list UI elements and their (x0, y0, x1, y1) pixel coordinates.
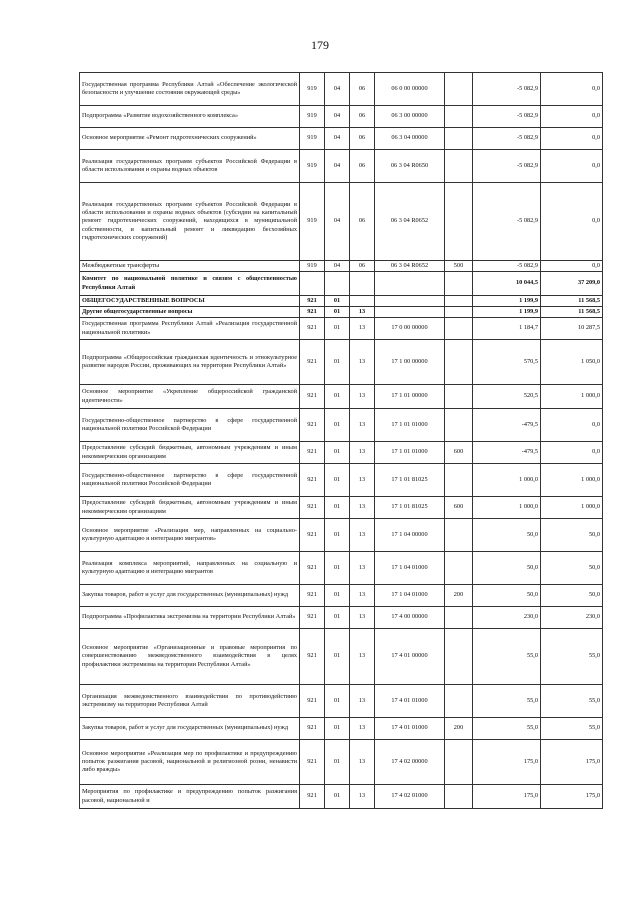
row-expense-type (445, 629, 473, 685)
row-subsection (350, 296, 375, 307)
row-grbs: 919 (300, 106, 325, 128)
row-sum-2: 0,0 (541, 128, 603, 150)
row-sum-1: 175,0 (473, 785, 541, 809)
row-section: 04 (325, 150, 350, 183)
row-sum-1: 1 000,0 (473, 497, 541, 519)
row-section: 04 (325, 128, 350, 150)
row-expense-type (445, 307, 473, 318)
row-subsection: 13 (350, 442, 375, 464)
table-row (80, 585, 603, 607)
row-sum-2: 0,0 (541, 106, 603, 128)
row-expense-type (445, 552, 473, 585)
table-row (80, 296, 603, 307)
row-target-article: 06 3 04 00000 (375, 128, 445, 150)
row-name: Основное мероприятие «Укрепление общероссийской гражданской идентичности» (80, 385, 300, 409)
row-name: Подпрограмма «Профилактика экстремизма на территории Республики Алтай» (80, 607, 300, 629)
row-section: 01 (325, 307, 350, 318)
row-sum-1: -5 082,9 (473, 73, 541, 106)
row-expense-type: 500 (445, 261, 473, 272)
row-name: Государственная программа Республики Алтай «Реализация государственной национальной политики» (80, 318, 300, 340)
row-section: 01 (325, 629, 350, 685)
row-sum-1: 10 044,5 (473, 272, 541, 296)
row-grbs: 921 (300, 296, 325, 307)
row-name: Основное мероприятие «Организационные и правовые мероприятия по совершенствованию межведомственного взаимодействия в целях профилактики экстремизма на территории Республики Алтай» (80, 629, 300, 685)
row-section: 01 (325, 685, 350, 718)
table-row (80, 497, 603, 519)
table-row (80, 261, 603, 272)
row-target-article (375, 296, 445, 307)
row-name: Основное мероприятие «Реализация мер по профилактике и предупреждению попыток разжигания расовой, национальной и религиозной розни, ненависти либо вражды» (80, 740, 300, 785)
row-expense-type: 600 (445, 442, 473, 464)
row-target-article (375, 272, 445, 296)
row-subsection: 13 (350, 629, 375, 685)
row-sum-2: 0,0 (541, 150, 603, 183)
table-row (80, 318, 603, 340)
row-sum-2: 1 000,0 (541, 497, 603, 519)
row-section: 01 (325, 464, 350, 497)
row-subsection: 13 (350, 519, 375, 552)
page-number: 179 (311, 38, 329, 52)
row-subsection: 13 (350, 552, 375, 585)
row-section: 04 (325, 261, 350, 272)
row-target-article: 17 4 01 00000 (375, 629, 445, 685)
row-grbs: 921 (300, 629, 325, 685)
table-row (80, 409, 603, 442)
row-sum-2: 1 000,0 (541, 464, 603, 497)
row-section: 01 (325, 585, 350, 607)
row-name: Государственная программа Республики Алтай «Обеспечение экологической безопасности и улучшение состояния окружающей среды» (80, 73, 300, 106)
row-subsection: 13 (350, 318, 375, 340)
table-row (80, 183, 603, 261)
row-expense-type (445, 740, 473, 785)
row-section: 01 (325, 497, 350, 519)
row-target-article: 06 3 04 R0652 (375, 183, 445, 261)
row-expense-type (445, 607, 473, 629)
table-row (80, 785, 603, 809)
row-subsection: 13 (350, 409, 375, 442)
row-section: 01 (325, 740, 350, 785)
row-grbs: 921 (300, 607, 325, 629)
row-subsection: 06 (350, 128, 375, 150)
row-subsection: 06 (350, 106, 375, 128)
table-row (80, 607, 603, 629)
row-target-article: 17 1 04 01000 (375, 585, 445, 607)
row-expense-type (445, 318, 473, 340)
row-expense-type (445, 519, 473, 552)
row-expense-type (445, 385, 473, 409)
row-grbs: 921 (300, 318, 325, 340)
row-subsection: 13 (350, 785, 375, 809)
table-row (80, 740, 603, 785)
row-expense-type (445, 150, 473, 183)
row-sum-2: 1 000,0 (541, 385, 603, 409)
row-expense-type (445, 296, 473, 307)
row-sum-2: 0,0 (541, 261, 603, 272)
table-row (80, 73, 603, 106)
row-sum-1: 1 184,7 (473, 318, 541, 340)
row-name: Закупка товаров, работ и услуг для государственных (муниципальных) нужд (80, 718, 300, 740)
row-section: 01 (325, 607, 350, 629)
row-sum-1: -479,5 (473, 409, 541, 442)
row-name: Организация межведомственного взаимодействия по противодействию экстремизму на территории Республики Алтай (80, 685, 300, 718)
row-grbs: 921 (300, 307, 325, 318)
row-grbs (300, 272, 325, 296)
row-name: Основное мероприятие «Ремонт гидротехнических сооружений» (80, 128, 300, 150)
table-row (80, 128, 603, 150)
row-sum-1: -5 082,9 (473, 150, 541, 183)
row-subsection: 06 (350, 183, 375, 261)
row-name: Основное мероприятие «Реализация мер, направленных на социально-культурную адаптацию и интеграцию мигрантов» (80, 519, 300, 552)
row-target-article: 17 1 04 00000 (375, 519, 445, 552)
row-section: 04 (325, 183, 350, 261)
row-grbs: 921 (300, 442, 325, 464)
row-subsection: 06 (350, 261, 375, 272)
row-expense-type: 600 (445, 497, 473, 519)
table-row (80, 150, 603, 183)
row-target-article: 06 3 04 R0650 (375, 150, 445, 183)
table-row (80, 685, 603, 718)
row-grbs: 919 (300, 150, 325, 183)
row-expense-type (445, 409, 473, 442)
row-grbs: 919 (300, 261, 325, 272)
row-name: Государственно-общественное партнерство в сфере государственной национальной политики Российской Федерации (80, 464, 300, 497)
row-expense-type (445, 73, 473, 106)
row-sum-1: 175,0 (473, 740, 541, 785)
row-grbs: 921 (300, 585, 325, 607)
row-sum-2: 0,0 (541, 183, 603, 261)
row-grbs: 921 (300, 497, 325, 519)
row-sum-2: 55,0 (541, 685, 603, 718)
row-subsection: 13 (350, 685, 375, 718)
row-expense-type: 200 (445, 718, 473, 740)
row-subsection: 06 (350, 73, 375, 106)
row-section: 01 (325, 296, 350, 307)
row-sum-2: 230,0 (541, 607, 603, 629)
row-sum-2: 0,0 (541, 409, 603, 442)
table-row (80, 464, 603, 497)
row-target-article: 17 4 00 00000 (375, 607, 445, 629)
row-section: 01 (325, 385, 350, 409)
row-target-article: 17 1 01 00000 (375, 385, 445, 409)
row-grbs: 921 (300, 385, 325, 409)
row-grbs: 921 (300, 740, 325, 785)
row-sum-2: 50,0 (541, 552, 603, 585)
row-grbs: 921 (300, 464, 325, 497)
row-subsection: 13 (350, 718, 375, 740)
row-expense-type (445, 106, 473, 128)
row-target-article: 17 1 01 81025 (375, 497, 445, 519)
row-name: Комитет по национальной политике и связям с общественностью Республики Алтай (80, 272, 300, 296)
row-sum-2: 11 568,5 (541, 307, 603, 318)
row-subsection: 13 (350, 385, 375, 409)
row-name: Закупка товаров, работ и услуг для государственных (муниципальных) нужд (80, 585, 300, 607)
row-sum-1: 55,0 (473, 685, 541, 718)
row-sum-2: 1 050,0 (541, 340, 603, 385)
row-target-article: 17 1 01 01000 (375, 442, 445, 464)
row-name: Мероприятия по профилактике и предупреждению попыток разжигания расовой, национальной и (80, 785, 300, 809)
row-section: 01 (325, 442, 350, 464)
row-target-article: 06 3 00 00000 (375, 106, 445, 128)
budget-table (79, 72, 603, 809)
row-sum-2: 175,0 (541, 785, 603, 809)
table-row (80, 718, 603, 740)
row-section: 04 (325, 106, 350, 128)
table-row (80, 629, 603, 685)
row-name: ОБЩЕГОСУДАРСТВЕННЫЕ ВОПРОСЫ (80, 296, 300, 307)
row-subsection (350, 272, 375, 296)
row-sum-1: 230,0 (473, 607, 541, 629)
row-expense-type (445, 340, 473, 385)
row-sum-1: 570,5 (473, 340, 541, 385)
row-expense-type (445, 272, 473, 296)
row-section: 01 (325, 519, 350, 552)
row-sum-2: 0,0 (541, 442, 603, 464)
row-name: Подпрограмма «Развитие водохозяйственного комплекса» (80, 106, 300, 128)
row-sum-2: 10 287,5 (541, 318, 603, 340)
row-grbs: 921 (300, 519, 325, 552)
row-grbs: 919 (300, 73, 325, 106)
row-sum-1: -5 082,9 (473, 261, 541, 272)
row-sum-1: 50,0 (473, 585, 541, 607)
row-sum-2: 11 568,5 (541, 296, 603, 307)
row-name: Реализация государственных программ субъектов Российской Федерации в области использования и охраны водных объектов (субсидии на капитальный ремонт гидротехнических сооружений, находящихся в муниципальной собственности, и капитальный ремонт и ликвидацию бесхозяйных гидротехнических сооружений) (80, 183, 300, 261)
table-row (80, 552, 603, 585)
row-sum-1: 55,0 (473, 629, 541, 685)
table-row (80, 519, 603, 552)
row-target-article: 17 1 01 81025 (375, 464, 445, 497)
row-sum-2: 0,0 (541, 73, 603, 106)
row-grbs: 921 (300, 718, 325, 740)
row-subsection: 13 (350, 607, 375, 629)
row-subsection: 13 (350, 585, 375, 607)
row-sum-2: 55,0 (541, 718, 603, 740)
row-target-article: 17 1 01 01000 (375, 409, 445, 442)
row-section: 01 (325, 552, 350, 585)
row-name: Государственно-общественное партнерство в сфере государственной национальной политики Российской Федерации (80, 409, 300, 442)
row-sum-2: 55,0 (541, 629, 603, 685)
table-row (80, 272, 603, 296)
row-target-article: 06 3 04 R0652 (375, 261, 445, 272)
table-row (80, 307, 603, 318)
row-name: Межбюджетные трансферты (80, 261, 300, 272)
row-sum-1: -5 082,9 (473, 183, 541, 261)
row-subsection: 13 (350, 740, 375, 785)
row-sum-1: 50,0 (473, 519, 541, 552)
row-target-article: 17 1 04 01000 (375, 552, 445, 585)
row-sum-2: 50,0 (541, 585, 603, 607)
row-name: Предоставление субсидий бюджетным, автономным учреждениям и иным некоммерческим организациям (80, 442, 300, 464)
row-section: 01 (325, 409, 350, 442)
row-subsection: 06 (350, 150, 375, 183)
row-section: 01 (325, 340, 350, 385)
row-expense-type (445, 464, 473, 497)
row-subsection: 13 (350, 464, 375, 497)
row-subsection: 13 (350, 497, 375, 519)
row-expense-type (445, 685, 473, 718)
row-expense-type (445, 785, 473, 809)
row-sum-1: -5 082,9 (473, 106, 541, 128)
row-sum-1: -5 082,9 (473, 128, 541, 150)
row-sum-1: 1 199,9 (473, 307, 541, 318)
row-section: 04 (325, 73, 350, 106)
row-section: 01 (325, 785, 350, 809)
row-target-article: 17 4 02 01000 (375, 785, 445, 809)
row-name: Реализация государственных программ субъектов Российской Федерации в области использования и охраны водных объектов (80, 150, 300, 183)
table-row (80, 385, 603, 409)
row-grbs: 921 (300, 409, 325, 442)
row-subsection: 13 (350, 340, 375, 385)
row-section: 01 (325, 318, 350, 340)
row-sum-2: 37 209,0 (541, 272, 603, 296)
row-target-article: 17 1 00 00000 (375, 340, 445, 385)
row-target-article (375, 307, 445, 318)
row-sum-1: 1 199,9 (473, 296, 541, 307)
table-row (80, 340, 603, 385)
row-sum-1: 520,5 (473, 385, 541, 409)
row-expense-type (445, 183, 473, 261)
row-target-article: 17 4 01 01000 (375, 685, 445, 718)
row-sum-1: 1 000,0 (473, 464, 541, 497)
row-sum-2: 175,0 (541, 740, 603, 785)
row-subsection: 13 (350, 307, 375, 318)
row-expense-type: 200 (445, 585, 473, 607)
table-row (80, 442, 603, 464)
row-section (325, 272, 350, 296)
row-name: Другие общегосударственные вопросы (80, 307, 300, 318)
row-grbs: 921 (300, 785, 325, 809)
row-target-article: 17 4 02 00000 (375, 740, 445, 785)
row-sum-1: 50,0 (473, 552, 541, 585)
row-grbs: 921 (300, 552, 325, 585)
row-target-article: 17 4 01 01000 (375, 718, 445, 740)
row-grbs: 919 (300, 183, 325, 261)
row-grbs: 919 (300, 128, 325, 150)
row-grbs: 921 (300, 340, 325, 385)
table-row (80, 106, 603, 128)
row-name: Подпрограмма «Общероссийская гражданская идентичность и этнокультурное развитие народов России, проживающих на территории Республики Алтай» (80, 340, 300, 385)
row-name: Предоставление субсидий бюджетным, автономным учреждениям и иным некоммерческим организациям (80, 497, 300, 519)
row-target-article: 06 0 00 00000 (375, 73, 445, 106)
row-target-article: 17 0 00 00000 (375, 318, 445, 340)
row-sum-1: -479,5 (473, 442, 541, 464)
row-sum-1: 55,0 (473, 718, 541, 740)
row-expense-type (445, 128, 473, 150)
row-name: Реализация комплекса мероприятий, направленных на социальную и культурную адаптацию и интеграцию мигрантов (80, 552, 300, 585)
row-grbs: 921 (300, 685, 325, 718)
row-section: 01 (325, 718, 350, 740)
row-sum-2: 50,0 (541, 519, 603, 552)
